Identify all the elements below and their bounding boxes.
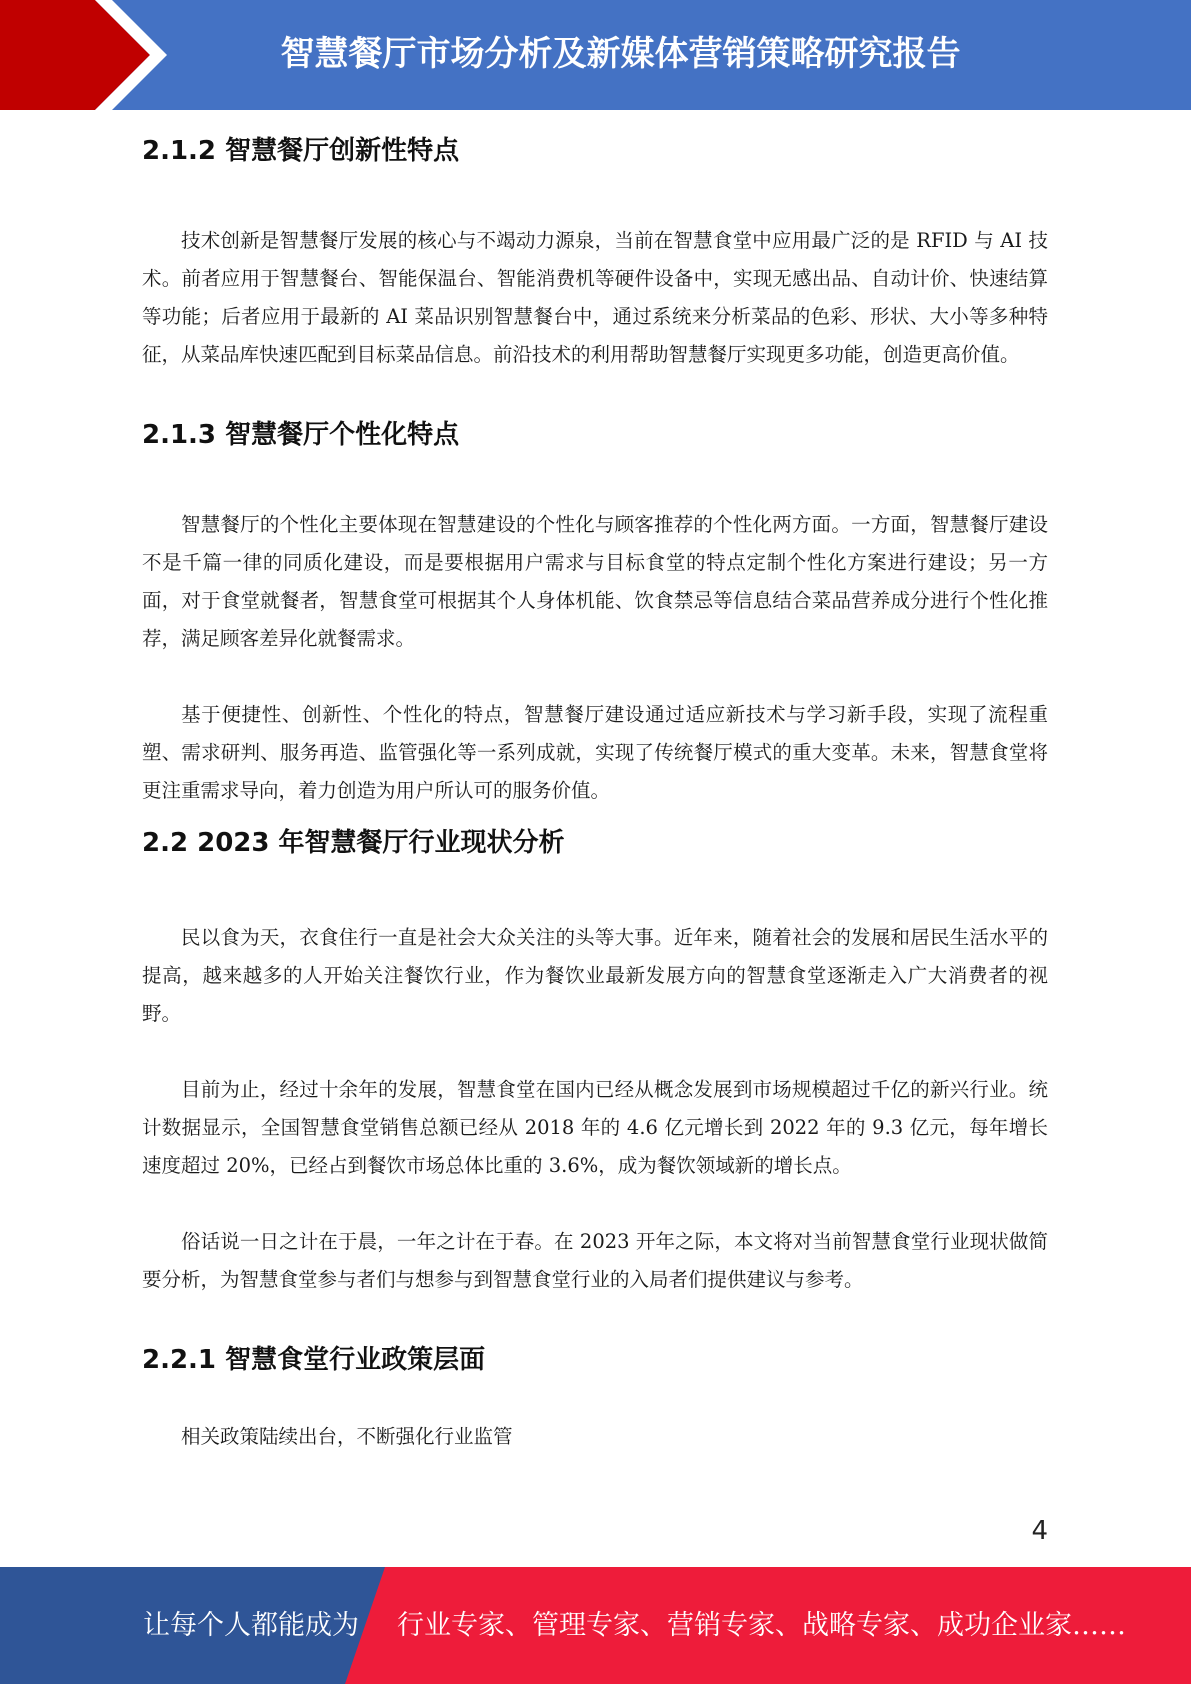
paragraph: 相关政策陆续出台，不断强化行业监管 — [181, 1425, 513, 1448]
page-footer — [0, 1567, 1191, 1684]
paragraph: 智慧餐厅的个性化主要体现在智慧建设的个性化与顾客推荐的个性化两方面。一方面，智慧餐厅建设不是千篇一律的同质化建设，而是要根据用户需求与目标食堂的特点定制个性化方案进行建设；另一方面，对于食堂就餐者，智慧食堂可根据其个人身体机能、饮食禁忌等信息结合菜品营养成分进行个性化推荐，满足顾客差异化就餐需求。 — [142, 513, 1048, 650]
section-heading: 2.2 2023 年智慧餐厅行业现状分析 — [142, 828, 565, 858]
paragraph: 民以食为天，衣食住行一直是社会大众关注的头等大事。近年来，随着社会的发展和居民生活水平的提高，越来越多的人开始关注餐饮行业，作为餐饮业最新发展方向的智慧食堂逐渐走入广大消费者的视野。 — [142, 926, 1048, 1025]
header-arrow-decoration — [0, 0, 170, 110]
paragraph: 目前为止，经过十余年的发展，智慧食堂在国内已经从概念发展到市场规模超过千亿的新兴行业。统计数据显示，全国智慧食堂销售总额已经从 2018 年的 4.6 亿元增长到 2022 年的 9.3 亿元，每年增长速度超过 20%，已经占到餐饮市场总体比重的 3.6%，成为餐饮领域新的增长点。 — [142, 1078, 1048, 1177]
section-heading: 2.1.3 智慧餐厅个性化特点 — [142, 420, 460, 450]
document-title: 智慧餐厅市场分析及新媒体营销策略研究报告 — [280, 34, 961, 74]
document-body — [142, 118, 1048, 1456]
footer-slogan-left: 让每个人都能成为 — [143, 1610, 359, 1641]
paragraph: 技术创新是智慧餐厅发展的核心与不竭动力源泉，当前在智慧食堂中应用最广泛的是 RFID 与 AI 技术。前者应用于智慧餐台、智能保温台、智能消费机等硬件设备中，实现无感出品、自动计价、快速结算等功能；后者应用于最新的 AI 菜品识别智慧餐台中，通过系统来分析菜品的色彩、形状、大小等多种特征，从菜品库快速匹配到目标菜品信息。前沿技术的利用帮助智慧餐厅实现更多功能，创造更高价值。 — [142, 229, 1048, 366]
section-heading: 2.2.1 智慧食堂行业政策层面 — [142, 1345, 486, 1375]
section-heading: 2.1.2 智慧餐厅创新性特点 — [142, 136, 460, 166]
paragraph: 基于便捷性、创新性、个性化的特点，智慧餐厅建设通过适应新技术与学习新手段，实现了流程重塑、需求研判、服务再造、监管强化等一系列成就，实现了传统餐厅模式的重大变革。未来，智慧食堂将更注重需求导向，着力创造为用户所认可的服务价值。 — [142, 703, 1048, 802]
page-number: 4 — [1031, 1516, 1048, 1546]
footer-slogan-right: 行业专家、管理专家、营销专家、战略专家、成功企业家…… — [397, 1610, 1126, 1641]
page-header — [0, 0, 1191, 110]
paragraph: 俗话说一日之计在于晨，一年之计在于春。在 2023 开年之际，本文将对当前智慧食堂行业现状做简要分析，为智慧食堂参与者们与想参与到智慧食堂行业的入局者们提供建议与参考。 — [142, 1230, 1048, 1291]
